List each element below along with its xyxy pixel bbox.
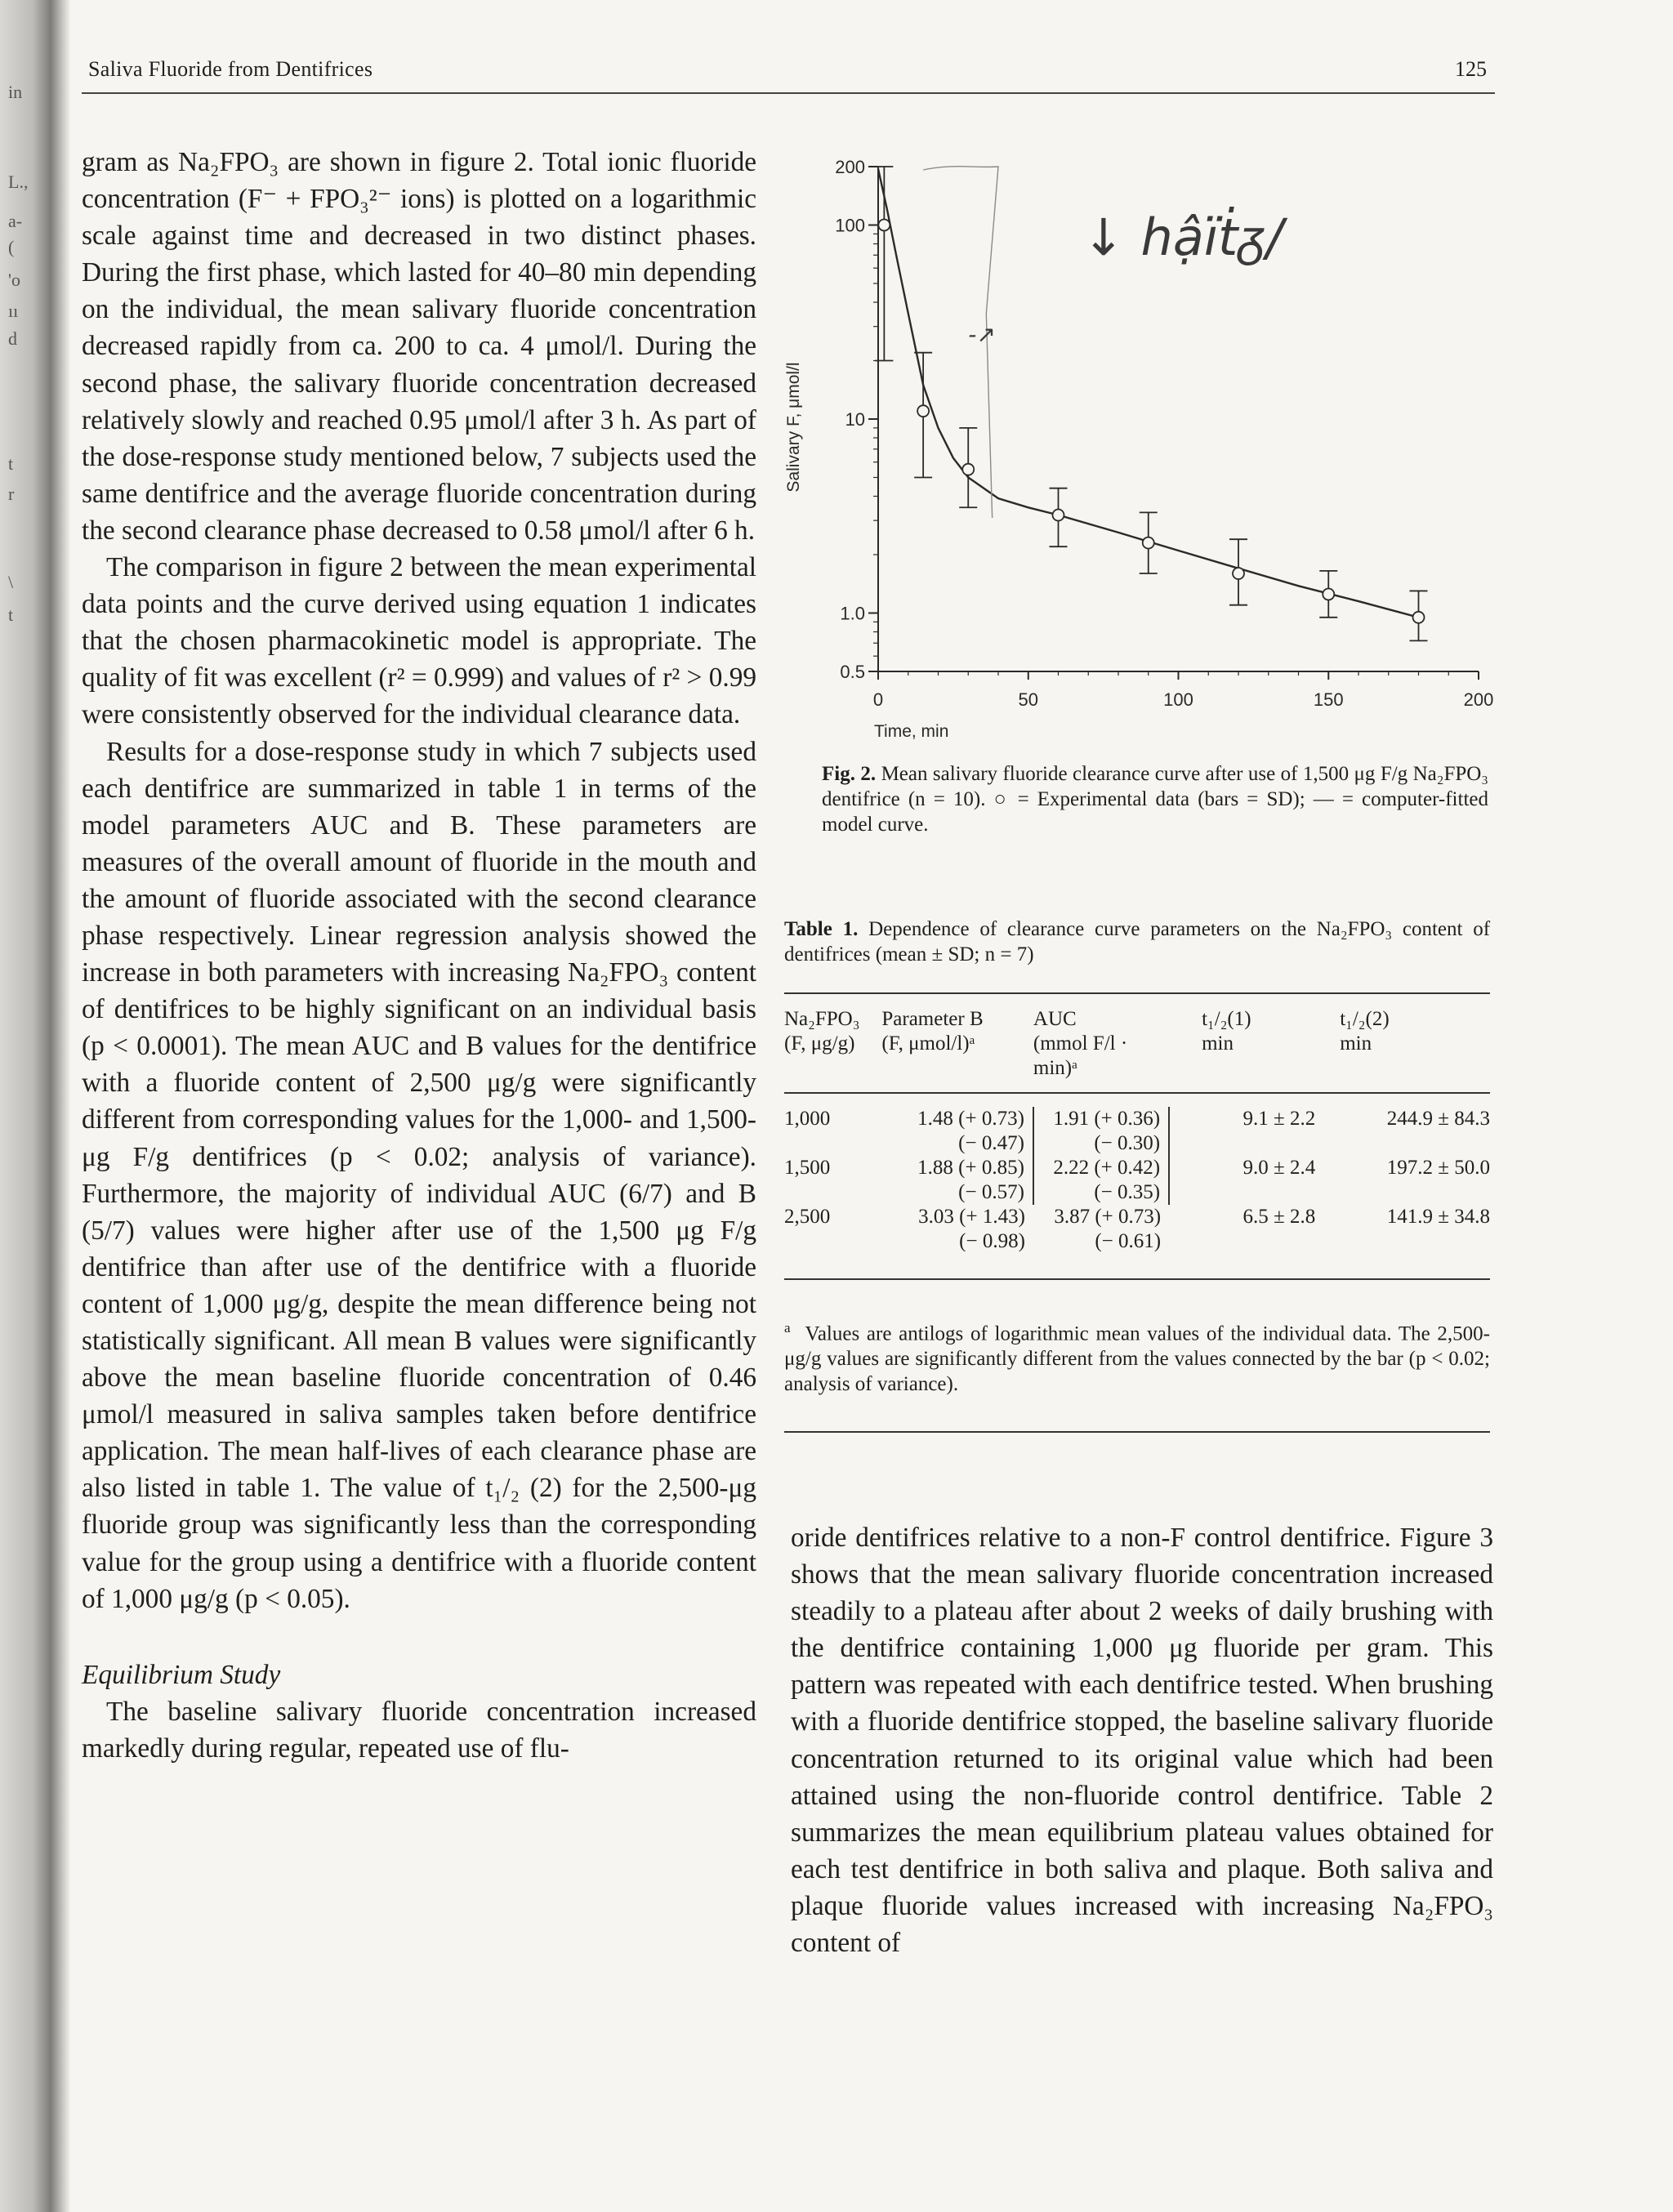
- handwritten-annotation: -↗: [968, 321, 996, 348]
- table-footnote: [784, 1315, 1490, 1397]
- margin-mark: in: [8, 82, 23, 102]
- margin-mark: \: [8, 572, 14, 592]
- margin-mark: ıı: [8, 301, 19, 321]
- y-axis-label: Salivary F, μmol/l: [784, 362, 803, 493]
- y-tick-label: 10: [845, 409, 865, 430]
- table-cell-content: 1,000: [784, 1108, 831, 1130]
- table-row: [784, 1205, 1490, 1229]
- table-caption-text: Dependence of clearance curve parameters on the Na₂FPO₃ content of dentifrices (mean ± SD; n = 7): [784, 918, 1491, 966]
- paragraph-fit-comparison: The comparison in figure 2 between the mean experimental data points and the curve derived using equation 1 indicates that the chosen pharmacokinetic model is appropriate. The quality of fit was excellent (r² = 0.999) and values of r² > 0.99 were consistently observed for the individual clearance data.: [82, 552, 756, 730]
- margin-mark: 'o: [8, 270, 20, 290]
- paragraph-equilibrium-continued: oride dentifrices relative to a non-F control dentifrice. Figure 3 shows that the mean salivary fluoride concentration increased steadily to a plateau after about 2 weeks of daily brushing with the dentifrice containing 1,000 μg fluoride per gram. This pattern was repeated with each dentifrice tested. When brushing with a fluoride dentifrice stopped, the baseline salivary fluoride concentration returned to its original value which had been attained using the non-fluoride control dentifrice. Table 2 summarizes the mean equilibrium plateau values obtained for each test dentifrice in both saliva and plaque. Both saliva and plaque fluoride values increased with increasing Na₂FPO₃ content of: [791, 1523, 1493, 1959]
- table-cell-auc: 1.91 (+ 0.36): [1033, 1107, 1169, 1131]
- data-point: [1323, 588, 1334, 600]
- data-point: [1053, 510, 1064, 521]
- figure-caption: [822, 761, 1488, 837]
- footnote-text: Values are antilogs of logarithmic mean values of the individual data. The 2,500-μg/g values are significantly different from the values connected by the bar (p < 0.02; analysis of variance).: [784, 1322, 1490, 1396]
- chart-svg: [783, 150, 1493, 755]
- table-row: [784, 1156, 1490, 1180]
- table-cell-b: 3.03 (+ 1.43): [918, 1206, 1025, 1228]
- header-rule: [82, 92, 1495, 94]
- table-cell-b: 1.48 (+ 0.73): [881, 1107, 1033, 1131]
- table-cell-content: 1,500: [784, 1157, 831, 1179]
- table-cell-content: 2,500: [784, 1206, 831, 1228]
- paragraph-results-intro: gram as Na₂FPO₃ are shown in figure 2. Total ionic fluoride concentration (F⁻ + FPO₃²⁻ ions) is plotted on a logarithmic scale against time and decreased in two distinct phases. During the first phase, which lasted for 40–80 min depending on the individual, the mean salivary fluoride concentration decreased rapidly from ca. 200 to ca. 4 μmol/l. During the second phase, the salivary fluoride concentration decreased relatively slowly and reached 0.95 μmol/l after 3 h. As part of the dose-response study mentioned below, 7 subjects used the same dentifrice and the average fluoride concentration during the second clearance phase decreased to 0.58 μmol/l after 6 h.: [82, 147, 756, 546]
- table-1: [784, 992, 1490, 1280]
- figure-2-clearance-chart: [783, 150, 1493, 755]
- x-tick-label: 100: [1163, 689, 1193, 710]
- data-point: [1233, 568, 1244, 579]
- table-cell-t1: 9.1 ± 2.2: [1242, 1108, 1316, 1130]
- table-cell-b-minus: (− 0.47): [881, 1131, 1033, 1156]
- x-tick-label: 0: [872, 689, 884, 710]
- footnote-rule: [784, 1431, 1490, 1433]
- table-cell-t2: 141.9 ± 34.8: [1386, 1206, 1490, 1228]
- table-header-cell: AUC (mmol F/l · min)ᵃ: [1033, 1008, 1128, 1079]
- margin-mark: a-: [8, 211, 23, 231]
- data-point: [1413, 612, 1425, 623]
- right-column-bottom: [791, 1519, 1493, 1961]
- data-point: [1143, 537, 1154, 549]
- table-cell-t2: 244.9 ± 84.3: [1386, 1108, 1490, 1130]
- table-header-cell: Parameter B (F, μmol/l)ᵃ: [881, 1008, 984, 1055]
- table-cell-t2: 197.2 ± 50.0: [1386, 1157, 1490, 1179]
- margin-mark: t: [8, 604, 14, 625]
- section-title: Equilibrium Study: [82, 1659, 281, 1690]
- y-tick-label: 100: [835, 215, 865, 236]
- table-cell-auc: 3.87 (+ 0.73): [1054, 1206, 1162, 1228]
- y-tick-label: 200: [835, 157, 865, 177]
- paragraph-dose-response: Results for a dose-response study in which 7 subjects used each dentifrice are summarized in table 1 in terms of the model parameters AUC and B. These parameters are measures of the overall amount of fluoride in the mouth and the amount of fluoride associated with the second clearance phase respectively. Linear regression analysis showed the increase in both parameters with increasing Na₂FPO₃ content of dentifrices to be highly significant on an individual basis (p < 0.0001). The mean AUC and B values for the dentifrice with a fluoride content of 2,500 μg/g were significantly different from corresponding values for the 1,000- and 1,500-μg F/g dentifrices (p < 0.02; analysis of variance). Furthermore, the majority of individual AUC (6/7) and B (5/7) values were higher after use of the 1,500 μg F/g dentifrice than after use of the dentifrice with a fluoride content of 1,000 μg/g, despite the mean difference being not statistically significant. All mean B values were significantly above the mean baseline fluoride concentration of 0.46 μmol/l measured in saliva samples taken before dentifrice application. The mean half-lives of each clearance phase are also listed in table 1. The value of t₁/₂ (2) for the 2,500-μg fluoride group was significantly less than the corresponding value for the group using a dentifrice with a fluoride content of 1,000 μg/g (p < 0.05).: [82, 736, 756, 1614]
- table-cell-b: 1.88 (+ 0.85): [881, 1156, 1033, 1180]
- table-header-cell: Na₂FPO₃ (F, μg/g): [784, 1008, 860, 1055]
- left-column: [82, 144, 756, 1767]
- table-cell-auc: 2.22 (+ 0.42): [1033, 1156, 1169, 1180]
- x-axis-label: Time, min: [874, 722, 949, 741]
- table-row-minus: [784, 1180, 1490, 1205]
- x-tick-label: 150: [1313, 689, 1344, 710]
- y-tick-label: 1.0: [840, 603, 865, 624]
- handwritten-annotation: ↓ hậïṫᵹ/: [1082, 207, 1283, 267]
- table-cell-auc-minus: (− 0.30): [1033, 1131, 1169, 1156]
- figure-caption-text: Mean salivary fluoride clearance curve after use of 1,500 μg F/g Na₂FPO₃ dentifrice (n = 10). ○ = Experimental data (bars = SD); — = computer-fitted model curve.: [822, 763, 1489, 836]
- table-cell-t1: 6.5 ± 2.8: [1242, 1206, 1316, 1228]
- table-cell-b-minus: (− 0.98): [959, 1230, 1025, 1252]
- table-row-minus: [784, 1229, 1490, 1254]
- data-point: [962, 464, 974, 475]
- running-head: Saliva Fluoride from Dentifrices: [88, 57, 373, 81]
- table-caption: [784, 916, 1490, 967]
- table-header-row: [784, 994, 1490, 1092]
- table-body: [784, 994, 1490, 1280]
- table-cell-auc-minus: (− 0.35): [1033, 1180, 1169, 1205]
- margin-mark: d: [8, 328, 17, 349]
- table-bottom-rule: [784, 1278, 1490, 1280]
- margin-mark: t: [8, 453, 14, 474]
- data-point: [917, 405, 929, 417]
- margin-mark: r: [8, 484, 15, 504]
- margin-mark: (: [8, 237, 15, 257]
- margin-mark: L.,: [8, 172, 29, 192]
- table-cell-b-minus: (− 0.57): [881, 1180, 1033, 1205]
- y-tick-label: 0.5: [840, 662, 865, 682]
- x-tick-label: 200: [1463, 689, 1493, 710]
- table-header-cell: t₁/₂(1) min: [1202, 1008, 1251, 1055]
- figure-caption-label: Fig. 2.: [822, 763, 877, 785]
- table-header-cell: t₁/₂(2) min: [1340, 1008, 1390, 1055]
- paragraph-equilibrium-start: The baseline salivary fluoride concentration increased markedly during regular, repeated use of flu-: [82, 1696, 756, 1764]
- data-point: [878, 219, 890, 230]
- footnote-mark: a: [784, 1320, 791, 1336]
- page-number: 125: [1455, 57, 1487, 81]
- table-row-minus: [784, 1131, 1490, 1156]
- table-cell-auc-minus: (− 0.61): [1095, 1230, 1162, 1252]
- table-row: [784, 1107, 1490, 1131]
- table-caption-label: Table 1.: [784, 918, 859, 940]
- x-tick-label: 50: [1018, 689, 1038, 710]
- table-header-rule: [784, 1092, 1490, 1094]
- table-cell-t1: 9.0 ± 2.4: [1242, 1157, 1316, 1179]
